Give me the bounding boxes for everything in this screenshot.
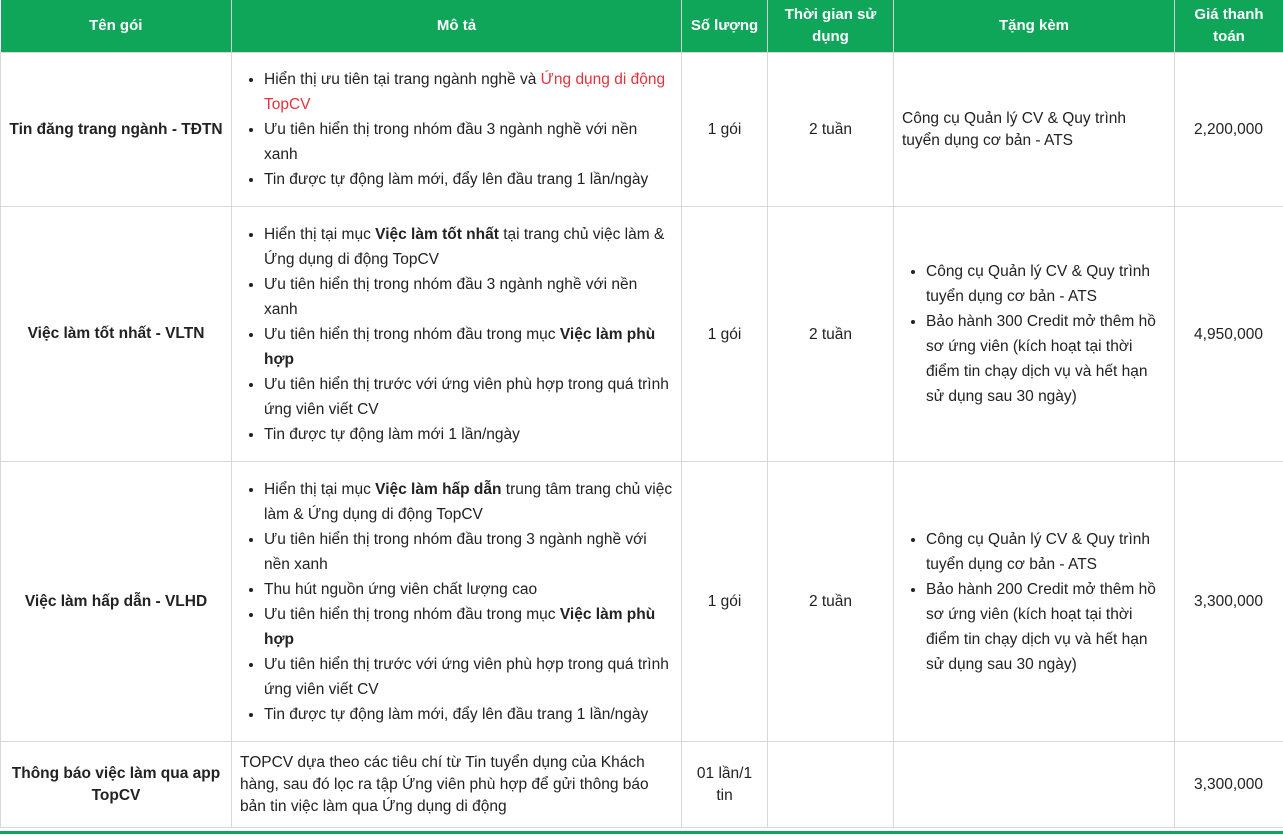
description-item xyxy=(264,527,673,577)
highlight-text: Việc làm phù hợp xyxy=(264,325,656,368)
package-bonus xyxy=(894,742,1175,828)
package-duration xyxy=(768,742,894,828)
description-text: Hiển thị ưu tiên tại trang ngành nghề và xyxy=(264,71,541,88)
package-duration: 2 tuần xyxy=(768,53,894,207)
description-text: Hiển thị tại mục xyxy=(264,480,376,498)
bonus-item: • Công cụ Quản lý CV & Quy trình tuyển dụng cơ bản - ATS xyxy=(926,259,1166,309)
app-link[interactable]: Ứng dụng di động TopCV xyxy=(264,71,666,113)
bonus-list xyxy=(902,259,1166,409)
package-duration: 2 tuần xyxy=(768,207,894,462)
package-name: Tin đăng trang ngành - TĐTN xyxy=(1,53,232,207)
description-text: tại trang chủ việc làm & Ứng dụng di động TopCV xyxy=(264,225,665,268)
package-name: Thông báo việc làm qua app TopCV xyxy=(1,742,232,828)
package-quantity: 1 gói xyxy=(682,53,768,207)
highlight-text: Việc làm phù hợp xyxy=(264,605,656,648)
header-duration: Thời gian sử dụng xyxy=(768,0,894,53)
description-item xyxy=(264,167,673,192)
bonus-list xyxy=(902,527,1166,677)
description-item xyxy=(264,652,673,702)
package-bonus xyxy=(894,207,1175,462)
package-description: TOPCV dựa theo các tiêu chí từ Tin tuyển dụng của Khách hàng, sau đó lọc ra tập Ứng viên phù hợp để gửi thông báo bản tin việc làm qua Ứng dụng di động xyxy=(232,742,682,828)
package-quantity: 1 gói xyxy=(682,462,768,742)
header-description: Mô tả xyxy=(232,0,682,53)
description-item xyxy=(264,577,673,602)
highlight-text: Việc làm tốt nhất xyxy=(375,225,499,243)
description-list xyxy=(240,222,673,447)
table-row xyxy=(1,462,1283,742)
header-package-name: Tên gói xyxy=(1,0,232,53)
description-text: Hiển thị tại mục xyxy=(264,225,376,243)
description-text: Ưu tiên hiển thị trước với ứng viên phù hợp trong quá trình ứng viên viết CV xyxy=(264,655,669,698)
package-duration: 2 tuần xyxy=(768,462,894,742)
table-bottom-border xyxy=(0,831,1283,834)
header-price: Giá thanh toán xyxy=(1175,0,1283,53)
description-text: Tin được tự động làm mới, đẩy lên đầu trang 1 lần/ngày xyxy=(264,171,649,188)
package-bonus: Công cụ Quản lý CV & Quy trình tuyển dụng cơ bản - ATS xyxy=(894,53,1175,207)
description-item xyxy=(264,67,673,117)
description-item xyxy=(264,602,673,652)
description-text: Ưu tiên hiển thị trong nhóm đầu trong mục xyxy=(264,605,560,623)
bonus-item: • Bảo hành 300 Credit mở thêm hồ sơ ứng viên (kích hoạt tại thời điểm tin chạy dịch vụ và hết hạn sử dụng sau 30 ngày) xyxy=(926,309,1166,409)
description-item xyxy=(264,222,673,272)
package-name: Việc làm hấp dẫn - VLHD xyxy=(1,462,232,742)
table-row xyxy=(1,207,1283,462)
package-description xyxy=(232,207,682,462)
description-item xyxy=(264,372,673,422)
description-item xyxy=(264,117,673,167)
table-header-row xyxy=(1,0,1283,53)
package-description xyxy=(232,53,682,207)
package-quantity: 01 lần/1 tin xyxy=(682,742,768,828)
package-description xyxy=(232,462,682,742)
description-text: Ưu tiên hiển thị trước với ứng viên phù hợp trong quá trình ứng viên viết CV xyxy=(264,375,669,418)
description-item xyxy=(264,322,673,372)
description-item xyxy=(264,702,673,727)
description-text: Thu hút nguồn ứng viên chất lượng cao xyxy=(264,580,538,598)
header-quantity: Số lượng xyxy=(682,0,768,53)
description-text: Ưu tiên hiển thị trong nhóm đầu 3 ngành nghề với nền xanh xyxy=(264,121,638,163)
package-bonus xyxy=(894,462,1175,742)
package-price: 3,300,000 xyxy=(1175,742,1283,828)
description-text: Ưu tiên hiển thị trong nhóm đầu 3 ngành nghề với nền xanh xyxy=(264,275,638,318)
description-item xyxy=(264,272,673,322)
package-name: Việc làm tốt nhất - VLTN xyxy=(1,207,232,462)
description-text: Tin được tự động làm mới, đẩy lên đầu trang 1 lần/ngày xyxy=(264,705,649,723)
table-row xyxy=(1,742,1283,828)
description-text: Tin được tự động làm mới 1 lần/ngày xyxy=(264,425,520,443)
description-item xyxy=(264,477,673,527)
table-row xyxy=(1,53,1283,207)
description-text: trung tâm trang chủ việc làm & Ứng dụng di động TopCV xyxy=(264,480,673,523)
bonus-item: • Công cụ Quản lý CV & Quy trình tuyển dụng cơ bản - ATS xyxy=(926,527,1166,577)
description-item xyxy=(264,422,673,447)
description-text: Ưu tiên hiển thị trong nhóm đầu trong 3 ngành nghề với nền xanh xyxy=(264,530,647,573)
highlight-text: Việc làm hấp dẫn xyxy=(375,480,502,498)
description-text: Ưu tiên hiển thị trong nhóm đầu trong mục xyxy=(264,325,560,343)
description-list xyxy=(240,67,673,192)
bonus-item: • Bảo hành 200 Credit mở thêm hồ sơ ứng viên (kích hoạt tại thời điểm tin chạy dịch vụ và hết hạn sử dụng sau 30 ngày) xyxy=(926,577,1166,677)
description-list xyxy=(240,477,673,727)
package-price: 2,200,000 xyxy=(1175,53,1283,207)
package-price: 4,950,000 xyxy=(1175,207,1283,462)
package-quantity: 1 gói xyxy=(682,207,768,462)
package-price: 3,300,000 xyxy=(1175,462,1283,742)
header-bonus: Tặng kèm xyxy=(894,0,1175,53)
